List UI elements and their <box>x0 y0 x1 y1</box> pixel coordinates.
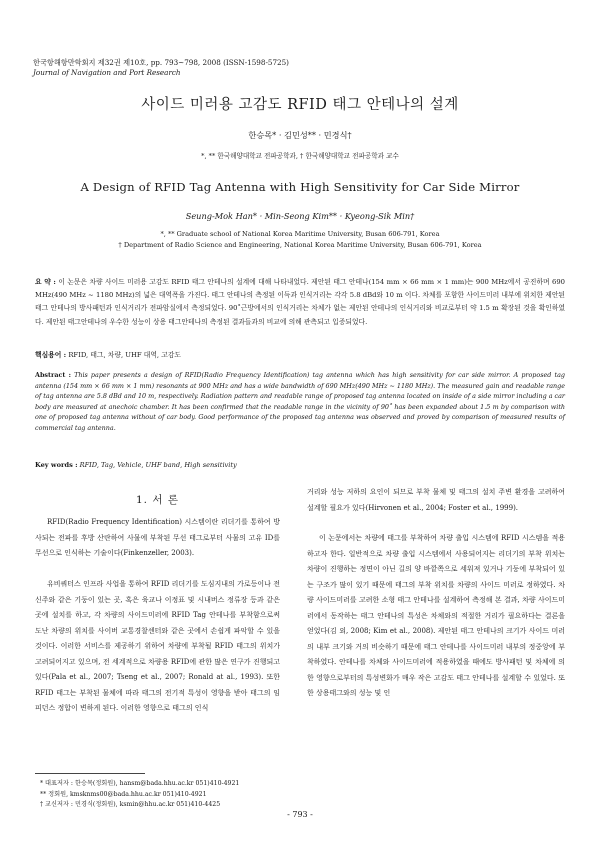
journal-title-en: Journal of Navigation and Port Research <box>33 68 181 77</box>
affiliation-english-line-2: † Department of Radio Science and Engineering, National Korea Maritime University, Busan 606-791, Korea <box>118 240 482 249</box>
body-paragraph: 유비쿼터스 인프라 사업을 통하여 RFID 리더기를 도심지내의 가로등이나 전신주와 같은 기둥이 있는 곳, 혹은 육교나 이정표 및 시내버스 정류장 등과 같은 곳에 설치를 하고, 각 차량의 사이드미러에 RFID Tag 안테나를 부착함으로써 도난 차량의 위치를 사이버 교통경찰센터와 같은 곳에서 손쉽게 파악할 수 있을 것이다. 이러한 서비스를 제공하기 위하여 차량에 부착될 RFID 태그의 위치가 고려되어지고 있으며, 전 세계적으로 차량용 RFID에 관한 많은 연구가 진행되고 있다(Pala et al., 2007; Tseng et al., 2007; Ronald at al., 1993). 또한 RFID 태그는 부착된 물체에 따라 태그의 전기적 특성이 영향을 받아 태그의 임피던스 정합이 변하게 된다. 이러한 영향으로 태그의 인식 <box>35 580 280 713</box>
footnote-divider <box>35 773 145 774</box>
affiliation-english <box>0 229 600 250</box>
section-heading-introduction: 1. 서 론 <box>136 494 179 506</box>
paper-title-english: A Design of RFID Tag Antenna with High Sensitivity for Car Side Mirror <box>80 180 520 194</box>
body-paragraph: 이 논문에서는 차량에 태그를 부착하여 차량 출입 시스템에 RFID 시스템을 적용하고자 한다. 일반적으로 차량 출입 시스템에서 사용되어지는 리더기의 부착 위치는 차량이 진행하는 정면이 아닌 길의 양 바깥쪽으로 세워져 있거나 기둥에 부착되어 있는 구조가 많이 있기 때문에 태그의 부착 위치를 차량의 사이드 미러로 정하였다. 차량 사이드미러를 고려한 소형 태그 안테나를 설계하여 측정해 본 결과, 차량 사이드미러에서 동작하는 태그 안테나의 특성은 차체와의 적절한 거리가 필요하다는 결론을 얻었다(김 외, 2008; Kim et al., 2008). 제안된 태그 안테나의 크기가 사이드 미러의 내부 크기와 거의 비슷하기 때문에 태그 안테나를 사이드미러 내부의 정중앙에 부착하였다. 안테나를 차체와 사이드미러에 적용하였을 때에도 방사패턴 및 차체에 의한 영향으로부터의 특성변화가 매우 작은 고감도 태그 안테나를 설계할 수 있었다. 또한 상용태그와의 성능 및 인 <box>307 534 565 698</box>
footnotes <box>40 779 239 811</box>
affiliation-english-line-1: *, ** Graduate school of National Korea Maritime University, Busan 606-791, Korea <box>160 230 440 238</box>
keywords-english-label: Key words : <box>35 461 78 469</box>
authors-korean: 한승목* · 김민성** · 민경식† <box>248 130 352 140</box>
keywords-korean <box>35 349 565 359</box>
abstract-korean-text: 이 논문은 차량 사이드 미러용 고감도 RFID 태그 안테나의 설계에 대해 나타내었다. 제안된 태그 안테나(154 mm × 66 mm × 1 mm)는 900 MHz에서 공진하며 690 MHz(490 MHz ~ 1180 MHz)의 넓은 대역폭을 가진다. 태그 안테나의 측정된 이득과 인식거리는 각각 5.8 dBd와 10 m 이다. 차체를 포함한 사이드미러 내부에 위치한 제안된 태그 안테나의 방사패턴과 인식거리가 전파암실에서 측정되었다. 90˚근방에서의 인식거리는 차체가 없는 제안된 안테나의 인식거리와 비교로부터 약 1.5 m 확장된 것을 확인하였다. 제안된 태그안테나의 우수한 성능이 상용 태그안테나의 측정된 결과들과의 비교에 의해 관측되고 입증되었다. <box>35 278 565 326</box>
body-paragraph: 거리와 성능 저하의 요인이 되므로 부착 물체 및 태그의 설치 주변 환경을 고려하여 설계할 필요가 있다(Hirvonen et al., 2004; Foster et al., 1999). <box>307 488 565 512</box>
abstract-english-label: Abstract : <box>35 371 71 379</box>
keywords-english-text: RFID, Tag, Vehicle, UHF band, High sensitivity <box>79 461 237 469</box>
abstract-korean-label: 요 약 : <box>35 278 56 286</box>
affiliation-korean: *, ** 한국해양대학교 전파공학과, † 한국해양대학교 전파공학과 교수 <box>201 152 399 160</box>
keywords-korean-text: RFID, 태그, 차량, UHF 대역, 고감도 <box>68 351 181 359</box>
footnote-item: ** 정회원, kmsknms00@bada.hhu.ac.kr 051)410-4921 <box>40 790 207 798</box>
abstract-korean <box>35 276 565 329</box>
authors-english: Seung-Mok Han* · Min-Seong Kim** · Kyeong-Sik Min† <box>185 211 415 221</box>
page-number: - 793 - <box>287 810 313 819</box>
abstract-english <box>35 370 565 434</box>
footnote-item: * 대표저자 : 한승목(정회원), hansm@bada.hhu.ac.kr 051)410-4921 <box>40 780 240 787</box>
keywords-english <box>35 461 565 469</box>
paper-title-korean: 사이드 미러용 고감도 RFID 태그 안테나의 설계 <box>141 97 459 113</box>
abstract-english-text: This paper presents a design of RFID(Radio Frequency Identification) tag antenna which has high sensitivity for car side mirror. A proposed tag antenna (154 mm × 66 mm × 1 mm) resonants at 900 MHz and has a wide bandwidth of 690 MHz(490 MHz ~ 1180 MHz). The measured gain and readable range of tag antenna are 5.8 dBd and 10 m, respectively. Radiation pattern and readable range of proposed tag antenna located on inside of a side mirror including a car body are measured at anechoic chamber. It has been confirmed that the readable range in the vicinity of 90˚ has been expanded about 1.5 m by comparison with one of proposed tag antenna without of car body. Good performance of the proposed tag antenna was observed and proved by comparison of measured results of commercial tag antenna. <box>35 371 565 432</box>
journal-header <box>33 58 289 78</box>
keywords-korean-label: 핵심용어 : <box>35 351 67 359</box>
footnote-item: † 교신저자 : 민경식(정회원), ksmin@hhu.ac.kr 051)410-4425 <box>40 801 221 808</box>
journal-citation: 한국항해항만학회지 제32권 제10호, pp. 793~798, 2008 (ISSN-1598-5725) <box>33 58 289 67</box>
body-paragraph: RFID(Radio Frequency Identification) 시스템이란 리더기를 통하여 방사되는 전파를 후방 산란하여 사물에 부착된 무선 태그로부터 사물의 고유 ID를 무선으로 인식하는 기술이다(Finkenzeller, 2003). <box>35 518 280 558</box>
